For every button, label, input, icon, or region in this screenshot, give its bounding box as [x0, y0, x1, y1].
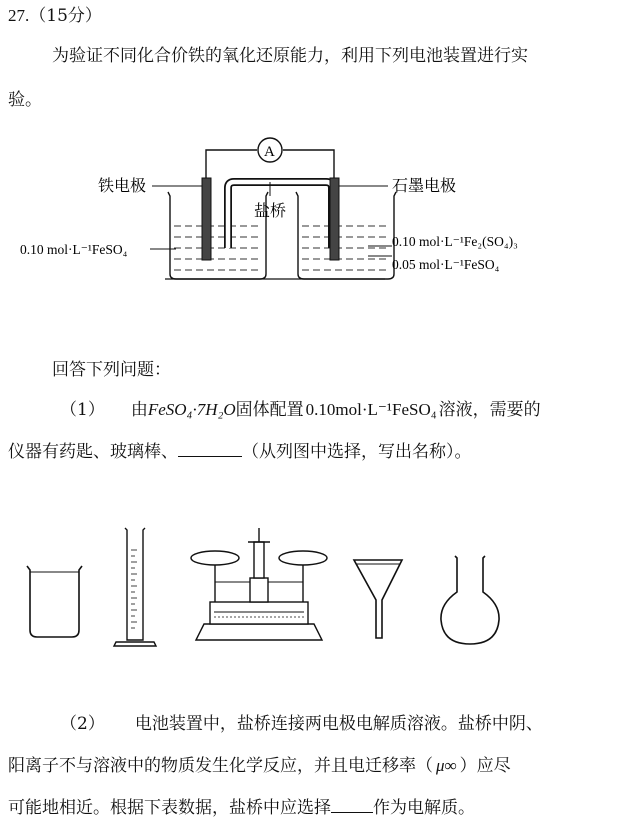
right-solution-label-2: 0.05 mol·L⁻¹FeSO₄ — [392, 257, 500, 272]
graphite-electrode — [330, 178, 339, 260]
q1-line-1 — [60, 398, 541, 422]
q2-line-2 — [8, 754, 511, 778]
iron-electrode-label: 铁电极 — [98, 178, 147, 195]
q2-mu-symbol: μ∞ — [436, 756, 457, 775]
q1-mid: 固体配置 — [235, 400, 304, 420]
intro-line-1: 为验证不同化合价铁的氧化还原能力，利用下列电池装置进行实 — [52, 46, 528, 66]
q2-line3-pre: 可能地相近。根据下表数据，盐桥中应选择 — [8, 798, 331, 818]
q2-line2-pre: 阳离子不与溶液中的物质发生化学反应，并且电迁移率（ — [8, 756, 433, 776]
graphite-electrode-label: 石墨电极 — [392, 178, 457, 195]
funnel-icon — [354, 560, 402, 638]
question-number: 27. — [8, 6, 30, 25]
q2-line3-post: 作为电解质。 — [373, 798, 475, 818]
glassware-options — [0, 520, 619, 650]
salt-bridge-label: 盐桥 — [254, 203, 287, 220]
graduated-cylinder-icon — [114, 528, 156, 646]
q2-line-1 — [60, 712, 543, 736]
q1-number: （1） — [60, 400, 105, 420]
q2-line-3 — [8, 796, 475, 820]
left-solution-label: 0.10 mol·L⁻¹FeSO₄ — [20, 242, 128, 257]
question-header — [8, 4, 102, 28]
q2-number: （2） — [60, 714, 105, 734]
q1-line2-pre: 仪器有药匙、玻璃棒、 — [8, 442, 178, 462]
right-solution-label-1: 0.10 mol·L⁻¹Fe₂(SO₄)₃ — [392, 234, 518, 249]
intro-line-2: 验。 — [8, 90, 42, 110]
flask-icon — [441, 556, 499, 644]
iron-electrode — [202, 178, 211, 260]
question-score: （15分） — [29, 6, 102, 26]
battery-apparatus-diagram — [0, 130, 619, 290]
q2-answer-blank[interactable] — [331, 796, 373, 813]
q1-post: 溶液，需要的 — [438, 400, 541, 420]
balance-icon — [191, 528, 327, 640]
q1-line-2 — [8, 440, 472, 464]
q2-line2-post: ）应尽 — [459, 756, 511, 776]
beaker-icon — [27, 566, 82, 637]
q1-concentration: 0.10mol·L⁻¹FeSO₄ — [305, 400, 437, 419]
q1-answer-blank[interactable] — [178, 440, 242, 457]
ammeter-label: A — [264, 144, 275, 160]
q1-line2-post: （从列图中选择，写出名称）。 — [242, 442, 472, 462]
q1-pre: 由 — [130, 400, 148, 420]
q1-formula: FeSO₄·7H₂O — [147, 400, 236, 419]
q2-line1-text: 电池装置中，盐桥连接两电极电解质溶液。盐桥中阴、 — [134, 714, 543, 734]
section-title: 回答下列问题： — [52, 360, 171, 380]
